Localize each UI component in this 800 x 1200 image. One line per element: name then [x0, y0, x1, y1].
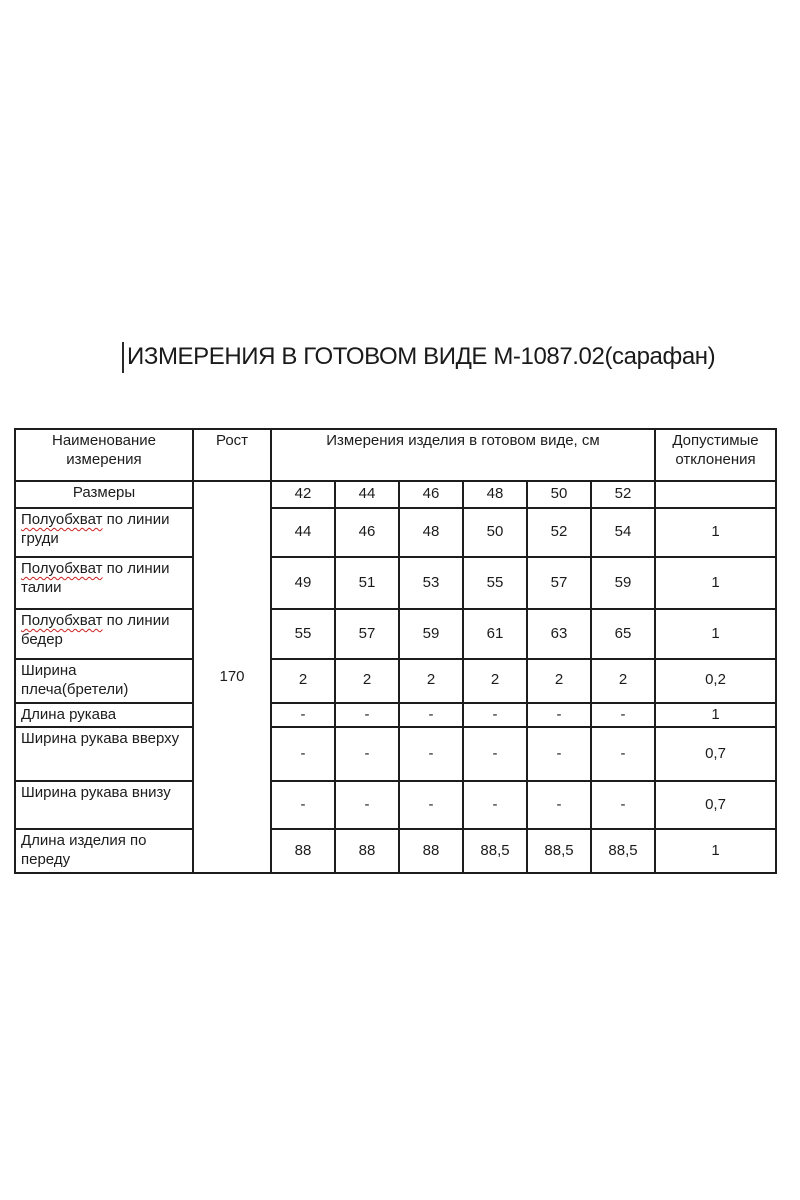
measurement-cell[interactable]: - [527, 703, 591, 728]
measurement-cell[interactable]: 2 [335, 659, 399, 703]
row-label-cell[interactable] [15, 727, 193, 781]
measurement-cell[interactable]: 88,5 [527, 829, 591, 873]
measurement-cell[interactable]: 49 [271, 557, 335, 609]
measurement-cell[interactable]: 44 [271, 508, 335, 557]
measurement-cell[interactable]: - [527, 727, 591, 781]
row-label-text: Ширина рукава внизу [21, 784, 171, 802]
measurement-cell[interactable]: - [271, 703, 335, 728]
measurement-cell[interactable]: - [271, 781, 335, 829]
tolerance-cell[interactable]: 1 [655, 609, 776, 659]
measurement-cell[interactable]: - [591, 703, 655, 728]
measurement-cell[interactable]: 57 [335, 609, 399, 659]
table-row [15, 508, 776, 557]
size-header-cell[interactable]: 42 [271, 481, 335, 508]
text-cursor-caret [122, 342, 124, 373]
measurement-cell[interactable]: - [463, 727, 527, 781]
table-row [15, 557, 776, 609]
size-header-cell[interactable]: 50 [527, 481, 591, 508]
row-label-text: по линии бедер [21, 612, 170, 648]
table-header-row [15, 429, 776, 481]
measurement-cell[interactable]: 51 [335, 557, 399, 609]
measurement-cell[interactable]: 53 [399, 557, 463, 609]
measurement-cell[interactable]: 48 [399, 508, 463, 557]
size-header-cell[interactable]: 48 [463, 481, 527, 508]
measurement-cell[interactable]: 46 [335, 508, 399, 557]
tolerance-cell[interactable]: 1 [655, 557, 776, 609]
sizes-row [15, 481, 776, 508]
row-label-cell[interactable] [15, 781, 193, 829]
row-label-text: Длина рукава [21, 705, 117, 723]
row-label-text: по линии талии [21, 560, 170, 596]
col-header-height[interactable]: Рост [193, 429, 271, 481]
table-row [15, 609, 776, 659]
table-row [15, 659, 776, 703]
measurement-cell[interactable]: 88 [335, 829, 399, 873]
tolerance-cell[interactable]: 1 [655, 829, 776, 873]
measurement-cell[interactable]: - [527, 781, 591, 829]
row-label-cell[interactable] [15, 659, 193, 703]
measurement-cell[interactable]: 59 [399, 609, 463, 659]
size-header-cell[interactable]: 44 [335, 481, 399, 508]
tolerance-empty-cell[interactable] [655, 481, 776, 508]
measurements-table [14, 428, 777, 874]
row-label-cell[interactable] [15, 508, 193, 557]
measurement-cell[interactable]: 88,5 [591, 829, 655, 873]
tolerance-cell[interactable]: 1 [655, 508, 776, 557]
measurement-cell[interactable]: - [399, 703, 463, 728]
table-row [15, 703, 776, 728]
row-label-cell[interactable] [15, 703, 193, 728]
measurement-cell[interactable]: 88 [399, 829, 463, 873]
col-header-tolerance[interactable]: Допустимые отклонения [655, 429, 776, 481]
measurement-cell[interactable]: 52 [527, 508, 591, 557]
row-label-text: по линии груди [21, 511, 170, 547]
measurement-cell[interactable]: 88,5 [463, 829, 527, 873]
measurement-cell[interactable]: 65 [591, 609, 655, 659]
measurement-cell[interactable]: 61 [463, 609, 527, 659]
sizes-row-label[interactable]: Размеры [15, 481, 193, 508]
row-label-cell[interactable] [15, 557, 193, 609]
tolerance-cell[interactable]: 1 [655, 703, 776, 728]
tolerance-cell[interactable]: 0,7 [655, 781, 776, 829]
measurement-cell[interactable]: - [399, 727, 463, 781]
row-label-text: Длина изделия по переду [21, 832, 147, 868]
misspelled-word: Полуобхват [21, 511, 103, 528]
misspelled-word: Полуобхват [21, 560, 103, 577]
title-row [122, 338, 715, 376]
measurement-cell[interactable]: 55 [271, 609, 335, 659]
measurement-cell[interactable]: - [591, 781, 655, 829]
tolerance-cell[interactable]: 0,7 [655, 727, 776, 781]
measurement-cell[interactable]: - [463, 703, 527, 728]
measurement-cell[interactable]: 59 [591, 557, 655, 609]
row-label-text: Ширина плеча(бретели) [21, 662, 129, 698]
height-value-cell[interactable]: 170 [193, 481, 271, 873]
row-label-text: Ширина рукава вверху [21, 730, 180, 748]
measurement-cell[interactable]: - [463, 781, 527, 829]
measurement-cell[interactable]: 2 [463, 659, 527, 703]
measurement-cell[interactable]: - [335, 727, 399, 781]
measurement-cell[interactable]: 57 [527, 557, 591, 609]
row-label-cell[interactable] [15, 829, 193, 873]
measurement-cell[interactable]: 2 [591, 659, 655, 703]
measurement-cell[interactable]: - [335, 781, 399, 829]
measurement-cell[interactable]: 88 [271, 829, 335, 873]
col-header-measurements[interactable]: Измерения изделия в готовом виде, см [271, 429, 655, 481]
table-row [15, 781, 776, 829]
measurement-cell[interactable]: 2 [527, 659, 591, 703]
table-row [15, 727, 776, 781]
table-row [15, 829, 776, 873]
measurement-cell[interactable]: 50 [463, 508, 527, 557]
size-header-cell[interactable]: 46 [399, 481, 463, 508]
measurement-cell[interactable]: - [335, 703, 399, 728]
misspelled-word: Полуобхват [21, 612, 103, 629]
row-label-cell[interactable] [15, 609, 193, 659]
measurement-cell[interactable]: 54 [591, 508, 655, 557]
measurement-cell[interactable]: 63 [527, 609, 591, 659]
size-header-cell[interactable]: 52 [591, 481, 655, 508]
page-title[interactable]: ИЗМЕРЕНИЯ В ГОТОВОМ ВИДЕ М-1087.02(сарафан) [127, 343, 716, 370]
tolerance-cell[interactable]: 0,2 [655, 659, 776, 703]
measurement-cell[interactable]: - [399, 781, 463, 829]
measurement-cell[interactable]: - [591, 727, 655, 781]
measurement-cell[interactable]: 2 [271, 659, 335, 703]
measurement-cell[interactable]: 55 [463, 557, 527, 609]
col-header-name[interactable]: Наименование измерения [15, 429, 193, 481]
measurement-cell[interactable]: 2 [399, 659, 463, 703]
measurement-cell[interactable]: - [271, 727, 335, 781]
